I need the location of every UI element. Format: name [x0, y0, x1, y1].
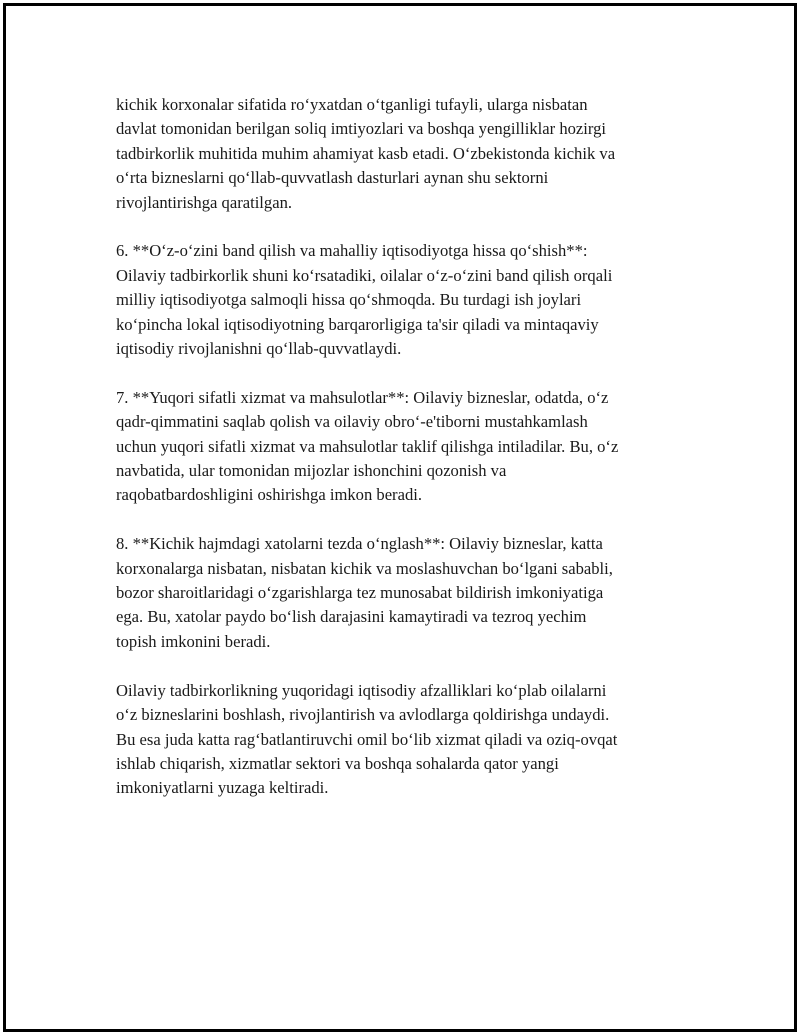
paragraph-intro: kichik korxonalar sifatida roʻyxatdan oʻtganligi tufayli, ularga nisbatan davlat tomonidan berilgan soliq imtiyozlari va boshqa yengilliklar hozirgi tadbirkorlik muhitida muhim ahamiyat kasb etadi. Oʻzbekistonda kichik va oʻrta bizneslarni qoʻllab-quvvatlash dasturlari aynan shu sektorni rivojlantirishga qaratilgan. [116, 95, 616, 212]
paragraph-item-8: 8. **Kichik hajmdagi xatolarni tezda oʻnglash**: Oilaviy bizneslar, katta korxonalarga nisbatan, nisbatan kichik va moslashuvchan boʻlgani sababli, bozor sharoitlaridagi oʻzgarishlarga tez munosabat bildirish imkoniyatiga ega. Bu, xatolar paydo boʻlish darajasini kamaytiradi va tezroq yechim topish imkonini beradi. [116, 534, 613, 651]
paragraph-conclusion: Oilaviy tadbirkorlikning yuqoridagi iqtisodiy afzalliklari koʻplab oilalarni oʻz bizneslarini boshlash, rivojlantirish va avlodlarga qoldirishga undaydi. Bu esa juda katta ragʻbatlantiruvchi omil boʻlib xizmat qiladi va oziq-ovqat ishlab chiqarish, xizmatlar sektori va boshqa sohalarda qator yangi imkoniyatlarni yuzaga keltiradi. [116, 680, 618, 798]
document-body [116, 93, 686, 825]
paragraph-item-6: 6. **Oʻz-oʻzini band qilish va mahalliy iqtisodiyotga hissa qoʻshish**: Oilaviy tadbirkorlik shuni koʻrsatadiki, oilalar oʻz-oʻzini band qilish orqali milliy iqtisodiyotga salmoqli hissa qoʻshmoqda. Bu turdagi ish joylari koʻpincha lokal iqtisodiyotning barqarorligiga ta'sir qiladi va mintaqaviy iqtisodiy rivojlanishni qoʻllab-quvvatlaydi. [116, 241, 613, 359]
paragraph-item-7: 7. **Yuqori sifatli xizmat va mahsulotlar**: Oilaviy bizneslar, odatda, oʻz qadr-qimmatini saqlab qolish va oilaviy obroʻ-e'tiborni mustahkamlash uchun yuqori sifatli xizmat va mahsulotlar taklif qilishga intiladilar. Bu, oʻz navbatida, ular tomonidan mijozlar ishonchini qozonish va raqobatbardoshligini oshirishga imkon beradi. [116, 387, 619, 505]
